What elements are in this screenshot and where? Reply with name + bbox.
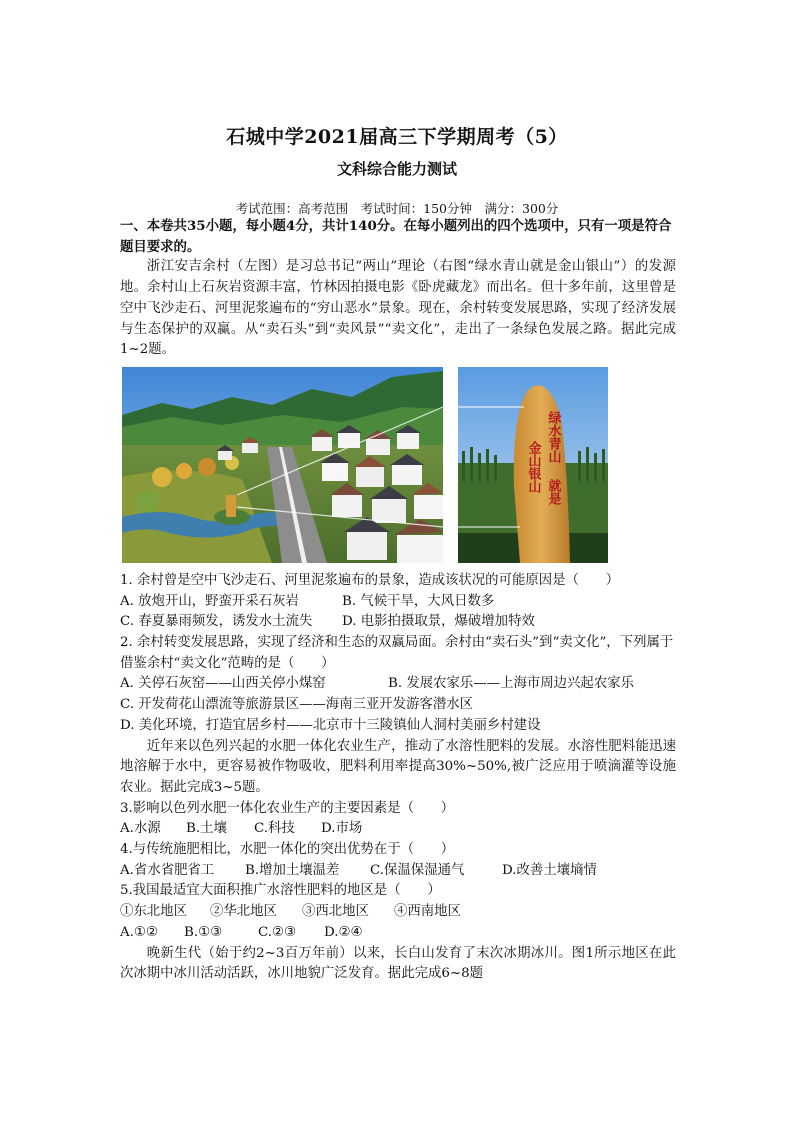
q2-option-a: A. 关停石灰窑——山西关停小煤窑 [120,676,326,692]
q2-stem: 2. 余村转变发展思路，实现了经济和生态的双赢局面。余村由“卖石头”到“卖文化”，下列属于借鉴余村“卖文化”范畴的是（ ） [120,635,674,671]
q3-option-d: D.市场 [321,821,363,837]
q1-option-a: A. 放炮开山，野蛮开采石灰岩 [120,593,299,609]
q5-stem: 5.我国最适宜大面积推广水溶性肥料的地区是（ ） [120,883,441,899]
q4-option-d: D.改善土壤墒情 [502,862,597,878]
exam-content [120,216,676,985]
section-intro: 一、本卷共35小题，每小题4分，共计140分。在每小题列出的四个选项中，只有一项是符合题目要求的。 [120,218,672,255]
q4-option-a: A.省水省肥省工 [120,862,215,878]
q3-option-a: A.水源 [120,821,161,837]
q5-option-b: B.①③ [184,924,223,940]
q1-options-row2 [120,612,676,633]
q4-option-b: B.增加土壤温差 [245,862,340,878]
q5-option-d: D.②④ [324,924,363,940]
q2-option-d: D. 美化环境，打造宜居乡村——北京市十三陵镇仙人洞村美丽乡村建设 [120,717,541,733]
q2-option-c: C. 开发荷花山漂流等旅游景区——海南三亚开发游客潜水区 [120,697,474,713]
passage-1: 浙江安吉余村（左图）是习总书记“两山”理论（右图“绿水青山就是金山银山”）的发源地。余村山上石灰岩资源丰富，竹林因拍摄电影《卧虎藏龙》而出名。但十多年前，这里曾是空中飞沙走石、河里泥浆遍布的“穷山恶水”景象。现在，余村转变发展思路，实现了经济发展与生态保护的双赢。从“卖石头”到“卖风景”“卖文化”，走出了一条绿色发展之路。据此完成1~2题。 [120,259,676,358]
q3-option-c: C.科技 [254,821,295,837]
q5-option-c: C.②③ [258,924,297,940]
q3-stem: 3.影响以色列水肥一体化农业生产的主要因素是（ ） [120,800,455,816]
q5-option-a: A.①② [120,924,158,940]
village-aerial-photo [122,367,443,563]
q4-stem: 4.与传统施肥相比，水肥一体化的突出优势在于（ ） [120,842,455,858]
exam-title: 石城中学2021届高三下学期周考（5） [226,126,568,148]
monument-stone-photo [458,367,608,563]
q2-option-b: B. 发展农家乐——上海市周边兴起农家乐 [388,676,634,692]
q1-option-b: B. 气候干旱，大风日数多 [342,593,495,609]
q5-item-1: ①东北地区 [120,904,187,920]
q1-options-row1 [120,592,676,613]
figure-row [120,367,676,567]
stone-inscription-col2: 就是 [545,478,561,505]
q5-item-2: ②华北地区 [210,904,277,920]
stone-inscription-col3: 金山银山 [525,440,541,493]
exam-info: 考试范围：高考范围 考试时间：150分钟 满分：300分 [235,201,559,216]
q4-options [120,861,676,882]
passage-3: 晚新生代（始于约2~3百万年前）以来，长白山发育了末次冰期冰川。图1所示地区在此次冰期中冰川活动活跃，冰川地貌广泛发育。据此完成6~8题 [120,945,676,982]
q1-option-d: D. 电影拍摄取景，爆破增加特效 [342,614,535,630]
q4-option-c: C.保温保湿通气 [370,862,465,878]
exam-subtitle: 文科综合能力测试 [336,160,457,178]
q2-options-row1 [120,674,676,695]
q3-options [120,819,676,840]
q5-item-4: ④西南地区 [394,904,461,920]
q1-stem: 1. 余村曾是空中飞沙走石、河里泥浆遍布的景象，造成该状况的可能原因是（ ） [120,572,620,588]
q5-options [120,923,676,944]
passage-2: 近年来以色列兴起的水肥一体化农业生产，推动了水溶性肥料的发展。水溶性肥料能迅速地溶解于水中，更容易被作物吸收，肥料利用率提高30%~50%,被广泛应用于喷滴灌等设施农业。据此完成3~5题。 [120,738,676,795]
q1-option-c: C. 春夏暴雨频发，诱发水土流失 [120,614,313,630]
q5-items [120,902,676,923]
q5-item-3: ③西北地区 [302,904,369,920]
stone-inscription-col1: 绿水青山 [545,410,561,463]
q3-option-b: B.土壤 [186,821,227,837]
